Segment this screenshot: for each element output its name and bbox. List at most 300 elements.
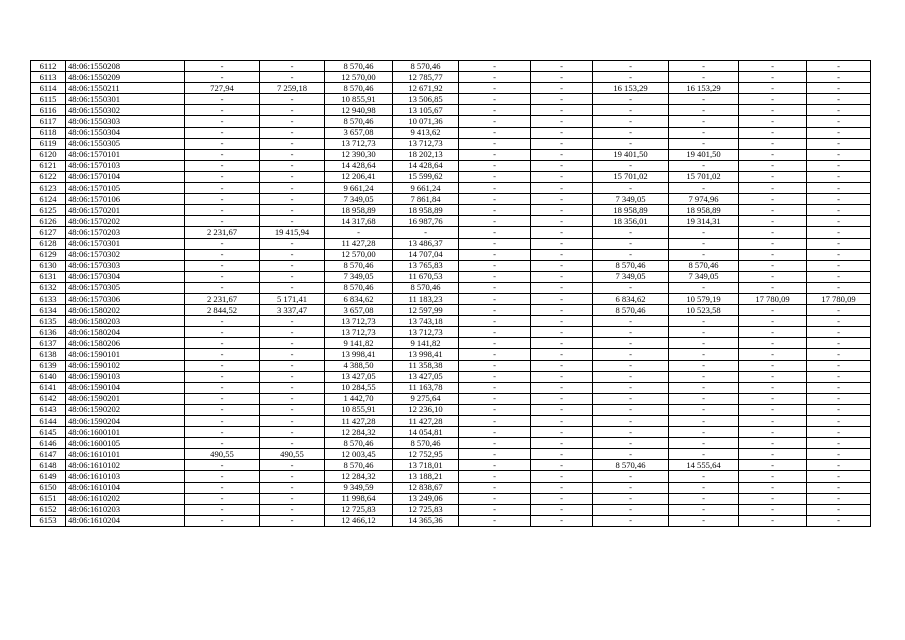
value-cell: 15 701,02: [669, 171, 739, 182]
row-number-cell: 6141: [31, 382, 66, 393]
value-cell: -: [807, 94, 871, 105]
value-cell: -: [669, 238, 739, 249]
value-cell: 8 570,46: [325, 282, 393, 293]
cadastral-number-cell: 48:06:1590101: [66, 349, 185, 360]
value-cell: 10 071,36: [393, 116, 459, 127]
row-number-cell: 6153: [31, 515, 66, 526]
cadastral-number-cell: 48:06:1570202: [66, 216, 185, 227]
table-row: [31, 171, 871, 182]
value-cell: -: [807, 482, 871, 493]
value-cell: 12 466,12: [325, 515, 393, 526]
cadastral-number-cell: 48:06:1550301: [66, 94, 185, 105]
cadastral-number-cell: 48:06:1590103: [66, 371, 185, 382]
value-cell: -: [459, 438, 531, 449]
cadastral-number-cell: 48:06:1610202: [66, 493, 185, 504]
value-cell: -: [459, 493, 531, 504]
row-number-cell: 6122: [31, 171, 66, 182]
value-cell: -: [459, 105, 531, 116]
cadastral-number-cell: 48:06:1610101: [66, 449, 185, 460]
row-number-cell: 6146: [31, 438, 66, 449]
value-cell: -: [807, 438, 871, 449]
value-cell: -: [739, 305, 807, 316]
value-cell: -: [593, 227, 669, 238]
value-cell: -: [185, 127, 260, 138]
value-cell: -: [669, 382, 739, 393]
value-cell: 12 597,99: [393, 305, 459, 316]
value-cell: 13 765,83: [393, 260, 459, 271]
value-cell: -: [260, 393, 325, 404]
value-cell: -: [807, 404, 871, 415]
value-cell: -: [531, 94, 593, 105]
value-cell: -: [593, 138, 669, 149]
row-number-cell: 6149: [31, 471, 66, 482]
value-cell: 13 998,41: [325, 349, 393, 360]
value-cell: -: [185, 183, 260, 194]
value-cell: -: [185, 249, 260, 260]
value-cell: -: [459, 305, 531, 316]
value-cell: -: [260, 460, 325, 471]
row-number-cell: 6131: [31, 271, 66, 282]
value-cell: -: [185, 393, 260, 404]
value-cell: 19 401,50: [593, 149, 669, 160]
value-cell: -: [531, 160, 593, 171]
value-cell: 490,55: [260, 449, 325, 460]
cadastral-number-cell: 48:06:1570103: [66, 160, 185, 171]
value-cell: -: [807, 515, 871, 526]
table-row: [31, 183, 871, 194]
value-cell: -: [260, 238, 325, 249]
value-cell: 12 284,32: [325, 427, 393, 438]
value-cell: -: [459, 72, 531, 83]
value-cell: -: [531, 360, 593, 371]
value-cell: -: [531, 205, 593, 216]
row-number-cell: 6124: [31, 194, 66, 205]
value-cell: -: [807, 183, 871, 194]
value-cell: 13 188,21: [393, 471, 459, 482]
value-cell: -: [531, 515, 593, 526]
row-number-cell: 6143: [31, 404, 66, 415]
value-cell: -: [531, 460, 593, 471]
table-row: [31, 427, 871, 438]
cadastral-number-cell: 48:06:1550209: [66, 72, 185, 83]
value-cell: -: [531, 105, 593, 116]
cadastral-number-cell: 48:06:1570101: [66, 149, 185, 160]
value-cell: -: [669, 349, 739, 360]
value-cell: 13 712,73: [325, 138, 393, 149]
value-cell: -: [669, 61, 739, 72]
cadastral-number-cell: 48:06:1570305: [66, 282, 185, 293]
value-cell: -: [459, 227, 531, 238]
row-number-cell: 6119: [31, 138, 66, 149]
value-cell: -: [393, 227, 459, 238]
row-number-cell: 6129: [31, 249, 66, 260]
value-cell: 12 236,10: [393, 404, 459, 415]
value-cell: -: [739, 94, 807, 105]
value-cell: -: [459, 482, 531, 493]
value-cell: 14 054,81: [393, 427, 459, 438]
value-cell: -: [185, 338, 260, 349]
row-number-cell: 6136: [31, 327, 66, 338]
row-number-cell: 6128: [31, 238, 66, 249]
value-cell: -: [459, 271, 531, 282]
table-row: [31, 327, 871, 338]
value-cell: -: [459, 327, 531, 338]
value-cell: -: [185, 160, 260, 171]
table-row: [31, 227, 871, 238]
value-cell: -: [260, 471, 325, 482]
row-number-cell: 6127: [31, 227, 66, 238]
row-number-cell: 6126: [31, 216, 66, 227]
value-cell: -: [185, 438, 260, 449]
value-cell: -: [531, 338, 593, 349]
value-cell: -: [185, 371, 260, 382]
value-cell: -: [531, 127, 593, 138]
value-cell: -: [593, 471, 669, 482]
value-cell: -: [739, 504, 807, 515]
value-cell: 13 998,41: [393, 349, 459, 360]
value-cell: 12 003,45: [325, 449, 393, 460]
value-cell: -: [593, 371, 669, 382]
value-cell: -: [531, 61, 593, 72]
value-cell: 8 570,46: [593, 305, 669, 316]
value-cell: 7 349,05: [325, 271, 393, 282]
value-cell: -: [185, 205, 260, 216]
row-number-cell: 6147: [31, 449, 66, 460]
value-cell: 15 599,62: [393, 171, 459, 182]
value-cell: 11 183,23: [393, 293, 459, 304]
value-cell: -: [739, 183, 807, 194]
value-cell: -: [531, 271, 593, 282]
table-row: [31, 149, 871, 160]
table-row: [31, 238, 871, 249]
value-cell: -: [669, 327, 739, 338]
row-number-cell: 6132: [31, 282, 66, 293]
value-cell: 2 231,67: [185, 293, 260, 304]
value-cell: -: [739, 460, 807, 471]
cadastral-number-cell: 48:06:1590201: [66, 393, 185, 404]
value-cell: -: [185, 349, 260, 360]
table-body: [31, 61, 871, 527]
table-row: [31, 216, 871, 227]
value-cell: -: [459, 393, 531, 404]
value-cell: -: [739, 471, 807, 482]
value-cell: -: [531, 149, 593, 160]
row-number-cell: 6138: [31, 349, 66, 360]
value-cell: 16 153,29: [669, 83, 739, 94]
value-cell: -: [807, 382, 871, 393]
value-cell: 12 570,00: [325, 72, 393, 83]
value-cell: -: [739, 194, 807, 205]
row-number-cell: 6117: [31, 116, 66, 127]
value-cell: 11 163,78: [393, 382, 459, 393]
value-cell: 13 427,05: [325, 371, 393, 382]
value-cell: -: [459, 127, 531, 138]
value-cell: -: [739, 238, 807, 249]
value-cell: 14 555,64: [669, 460, 739, 471]
value-cell: 12 838,67: [393, 482, 459, 493]
value-cell: -: [185, 194, 260, 205]
value-cell: -: [593, 449, 669, 460]
value-cell: -: [459, 160, 531, 171]
value-cell: -: [260, 127, 325, 138]
table-row: [31, 105, 871, 116]
value-cell: -: [807, 149, 871, 160]
value-cell: 10 523,58: [669, 305, 739, 316]
value-cell: -: [807, 393, 871, 404]
value-cell: -: [531, 404, 593, 415]
row-number-cell: 6142: [31, 393, 66, 404]
value-cell: -: [739, 149, 807, 160]
value-cell: 11 427,28: [393, 416, 459, 427]
table-row: [31, 515, 871, 526]
table-row: [31, 83, 871, 94]
value-cell: 3 657,08: [325, 305, 393, 316]
value-cell: -: [185, 515, 260, 526]
value-cell: -: [185, 105, 260, 116]
value-cell: 19 415,94: [260, 227, 325, 238]
table-row: [31, 416, 871, 427]
value-cell: -: [260, 493, 325, 504]
value-cell: -: [260, 94, 325, 105]
value-cell: -: [459, 360, 531, 371]
value-cell: 12 570,00: [325, 249, 393, 260]
value-cell: -: [807, 260, 871, 271]
value-cell: -: [669, 493, 739, 504]
value-cell: 12 940,98: [325, 105, 393, 116]
value-cell: -: [739, 216, 807, 227]
value-cell: -: [807, 349, 871, 360]
value-cell: -: [531, 493, 593, 504]
value-cell: 13 718,01: [393, 460, 459, 471]
value-cell: 10 855,91: [325, 404, 393, 415]
value-cell: -: [739, 127, 807, 138]
value-cell: -: [531, 416, 593, 427]
value-cell: -: [807, 138, 871, 149]
value-cell: 8 570,46: [325, 61, 393, 72]
cadastral-number-cell: 48:06:1590204: [66, 416, 185, 427]
value-cell: -: [260, 138, 325, 149]
value-cell: -: [807, 249, 871, 260]
table-row: [31, 205, 871, 216]
value-cell: -: [260, 338, 325, 349]
value-cell: -: [185, 482, 260, 493]
value-cell: -: [807, 427, 871, 438]
value-cell: -: [739, 360, 807, 371]
value-cell: -: [807, 216, 871, 227]
row-number-cell: 6137: [31, 338, 66, 349]
value-cell: 18 356,01: [593, 216, 669, 227]
table-row: [31, 460, 871, 471]
value-cell: 3 337,47: [260, 305, 325, 316]
value-cell: -: [593, 427, 669, 438]
value-cell: -: [669, 127, 739, 138]
value-cell: -: [807, 227, 871, 238]
value-cell: -: [185, 116, 260, 127]
value-cell: -: [531, 138, 593, 149]
value-cell: 17 780,09: [807, 293, 871, 304]
value-cell: -: [593, 393, 669, 404]
value-cell: -: [185, 471, 260, 482]
table-row: [31, 438, 871, 449]
cadastral-number-cell: 48:06:1610104: [66, 482, 185, 493]
value-cell: 8 570,46: [593, 260, 669, 271]
value-cell: -: [669, 427, 739, 438]
table-row: [31, 72, 871, 83]
value-cell: -: [593, 316, 669, 327]
value-cell: -: [739, 249, 807, 260]
value-cell: -: [593, 416, 669, 427]
value-cell: -: [807, 116, 871, 127]
row-number-cell: 6133: [31, 293, 66, 304]
value-cell: -: [807, 338, 871, 349]
value-cell: -: [531, 183, 593, 194]
value-cell: 1 442,70: [325, 393, 393, 404]
value-cell: 9 141,82: [325, 338, 393, 349]
value-cell: 12 671,92: [393, 83, 459, 94]
value-cell: -: [739, 160, 807, 171]
value-cell: -: [669, 449, 739, 460]
cadastral-number-cell: 48:06:1600101: [66, 427, 185, 438]
table-row: [31, 338, 871, 349]
table-row: [31, 449, 871, 460]
value-cell: -: [669, 94, 739, 105]
cadastral-number-cell: 48:06:1600105: [66, 438, 185, 449]
value-cell: -: [531, 316, 593, 327]
value-cell: -: [459, 515, 531, 526]
value-cell: 7 349,05: [593, 271, 669, 282]
table-row: [31, 127, 871, 138]
value-cell: 9 661,24: [393, 183, 459, 194]
value-cell: -: [260, 271, 325, 282]
value-cell: -: [459, 460, 531, 471]
table-row: [31, 116, 871, 127]
table-row: [31, 305, 871, 316]
value-cell: -: [739, 404, 807, 415]
value-cell: -: [459, 194, 531, 205]
value-cell: 12 785,77: [393, 72, 459, 83]
value-cell: 13 427,05: [393, 371, 459, 382]
value-cell: 12 725,83: [393, 504, 459, 515]
value-cell: 16 987,76: [393, 216, 459, 227]
value-cell: 12 752,95: [393, 449, 459, 460]
value-cell: -: [739, 271, 807, 282]
table-row: [31, 504, 871, 515]
table-row: [31, 260, 871, 271]
value-cell: 13 105,67: [393, 105, 459, 116]
row-number-cell: 6150: [31, 482, 66, 493]
value-cell: 2 844,52: [185, 305, 260, 316]
row-number-cell: 6151: [31, 493, 66, 504]
value-cell: -: [739, 349, 807, 360]
value-cell: -: [807, 171, 871, 182]
value-cell: -: [260, 249, 325, 260]
row-number-cell: 6135: [31, 316, 66, 327]
value-cell: -: [531, 305, 593, 316]
value-cell: 7 259,18: [260, 83, 325, 94]
row-number-cell: 6113: [31, 72, 66, 83]
value-cell: -: [459, 260, 531, 271]
value-cell: 19 401,50: [669, 149, 739, 160]
value-cell: -: [669, 515, 739, 526]
value-cell: -: [260, 72, 325, 83]
value-cell: -: [459, 149, 531, 160]
cadastral-number-cell: 48:06:1590102: [66, 360, 185, 371]
value-cell: -: [593, 282, 669, 293]
value-cell: 14 707,04: [393, 249, 459, 260]
value-cell: -: [260, 504, 325, 515]
value-cell: -: [739, 61, 807, 72]
value-cell: 18 958,89: [593, 205, 669, 216]
value-cell: -: [807, 493, 871, 504]
row-number-cell: 6121: [31, 160, 66, 171]
value-cell: -: [531, 194, 593, 205]
value-cell: -: [185, 282, 260, 293]
value-cell: 13 712,73: [325, 316, 393, 327]
value-cell: -: [531, 72, 593, 83]
value-cell: -: [669, 249, 739, 260]
value-cell: -: [593, 382, 669, 393]
value-cell: -: [459, 282, 531, 293]
value-cell: -: [807, 238, 871, 249]
value-cell: 10 855,91: [325, 94, 393, 105]
row-number-cell: 6118: [31, 127, 66, 138]
value-cell: -: [807, 72, 871, 83]
value-cell: -: [807, 305, 871, 316]
value-cell: -: [459, 504, 531, 515]
value-cell: -: [739, 205, 807, 216]
value-cell: -: [807, 127, 871, 138]
value-cell: -: [531, 249, 593, 260]
value-cell: -: [531, 371, 593, 382]
value-cell: 15 701,02: [593, 171, 669, 182]
value-cell: 4 388,50: [325, 360, 393, 371]
value-cell: -: [807, 416, 871, 427]
value-cell: -: [459, 83, 531, 94]
value-cell: -: [807, 371, 871, 382]
value-cell: -: [185, 260, 260, 271]
value-cell: -: [593, 515, 669, 526]
value-cell: 18 958,89: [669, 205, 739, 216]
value-cell: -: [260, 316, 325, 327]
value-cell: 8 570,46: [325, 260, 393, 271]
row-number-cell: 6144: [31, 416, 66, 427]
cadastral-number-cell: 48:06:1550304: [66, 127, 185, 138]
value-cell: -: [260, 382, 325, 393]
table-row: [31, 61, 871, 72]
cadastral-number-cell: 48:06:1610203: [66, 504, 185, 515]
value-cell: -: [593, 127, 669, 138]
value-cell: -: [260, 427, 325, 438]
cadastral-number-cell: 48:06:1590202: [66, 404, 185, 415]
value-cell: -: [807, 105, 871, 116]
value-cell: -: [260, 216, 325, 227]
value-cell: -: [739, 371, 807, 382]
value-cell: -: [593, 338, 669, 349]
value-cell: -: [185, 427, 260, 438]
value-cell: -: [669, 393, 739, 404]
value-cell: -: [669, 360, 739, 371]
value-cell: 3 657,08: [325, 127, 393, 138]
value-cell: -: [807, 327, 871, 338]
value-cell: -: [531, 438, 593, 449]
value-cell: 14 428,64: [393, 160, 459, 171]
value-cell: -: [185, 238, 260, 249]
row-number-cell: 6139: [31, 360, 66, 371]
value-cell: -: [807, 61, 871, 72]
value-cell: 13 249,06: [393, 493, 459, 504]
value-cell: -: [807, 282, 871, 293]
cadastral-number-cell: 48:06:1570105: [66, 183, 185, 194]
